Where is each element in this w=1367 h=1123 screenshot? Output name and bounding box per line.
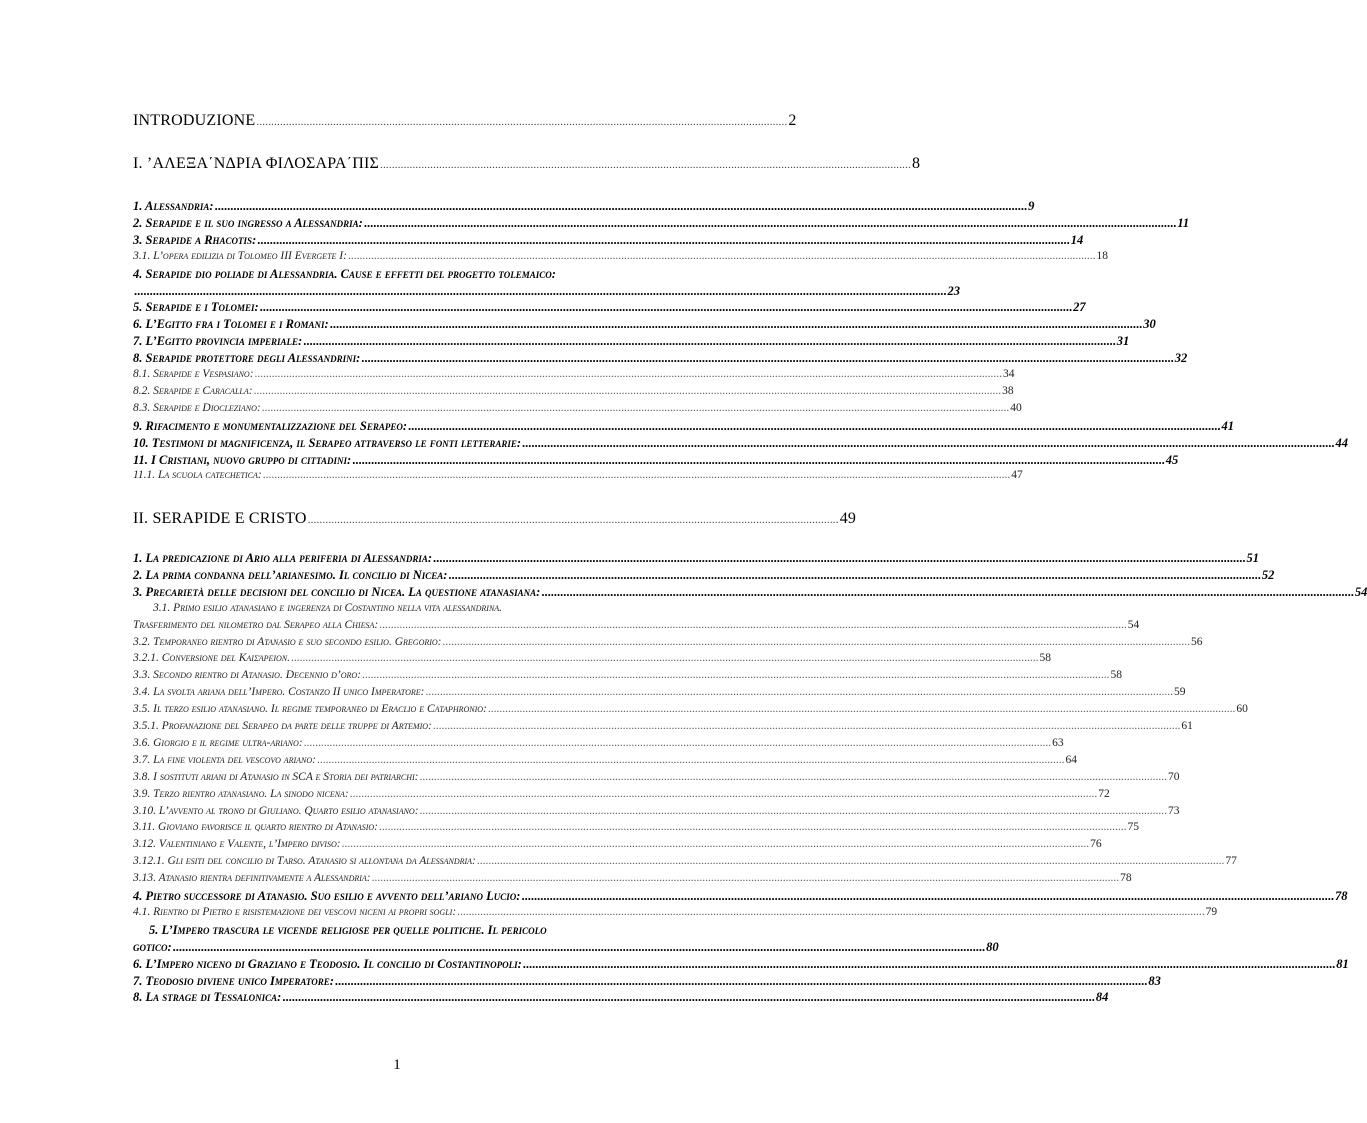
dot-leader: ....................................................................................................................................................................................................................................................................: [329, 317, 1143, 332]
toc-entry[interactable]: [133, 956, 1349, 972]
toc-entry-label: 8. La strage di Tessalonica:: [133, 990, 282, 1005]
toc-entry-page: 76: [1090, 838, 1102, 851]
toc-entry-page: 80: [986, 939, 999, 954]
toc-entry-label: 3.10. L’avvento al trono di Giuliano. Quarto esilio atanasiano:: [133, 804, 419, 817]
toc-entry-page: 40: [1010, 401, 1022, 414]
dot-leader: ....................................................................................................................................................................................: [307, 514, 839, 526]
toc-entry-label: 2. La prima condanna dell’arianesimo. Il concilio di Nicea:: [133, 567, 448, 582]
toc-entry-label: 8. Serapide protettore degli Alessandrini:: [133, 351, 361, 366]
dot-leader: ....................................................................................................................................................................................................................................................................: [379, 618, 1127, 631]
toc-entry-page: 64: [1065, 753, 1077, 766]
toc-entry-label: 9. Rifacimento e monumentalizzazione del Serapeo:: [133, 418, 408, 433]
toc-entry-label: 8.2. Serapide e Caracalla:: [133, 384, 253, 397]
dot-leader: ....................................................................................................................................................................................................................................................................: [352, 452, 1165, 467]
toc-entry-label: 3.6. Giorgio e il regime ultra-ariano:: [133, 736, 303, 749]
toc-entry-page: 58: [1110, 669, 1122, 682]
toc-entry-label: 3.7. La fine violenta del vescovo ariano:: [133, 753, 316, 766]
toc-entry-page: 78: [1334, 889, 1348, 903]
toc-entry-label: 3.13. Atanasio rientra definitivamente a Alessandria:: [133, 872, 371, 885]
toc-entry-label: 3.2. Temporaneo rientro di Atanasio e suo secondo esilio. Gregorio:: [133, 635, 442, 648]
dot-leader: ....................................................................................................................................................................................................................................................................: [371, 872, 1120, 885]
toc-entry-page: 59: [1173, 686, 1186, 699]
toc-entry-label: 11. I Cristiani, nuovo gruppo di cittadini:: [133, 452, 352, 467]
toc-entry-page: 75: [1127, 821, 1140, 834]
toc-entry-page: 44: [1335, 435, 1349, 450]
dot-leader: ....................................................................................................................................................................................................................................................................: [254, 368, 1003, 380]
toc-entry-page: 84: [1095, 990, 1109, 1005]
dot-leader: ....................................................................................................................................................................................................................................................................: [262, 469, 1011, 482]
toc-entry[interactable]: [133, 635, 1203, 648]
toc-entry-label: Trasferimento del nilometro dal Serapeo alla Chiesa:: [133, 618, 379, 631]
toc-entry-label: 2. Serapide e il suo ingresso a Alessandria:: [133, 215, 363, 230]
dot-leader: ....................................................................................................................................................................................................................................................................: [419, 804, 1168, 817]
toc-entry[interactable]: [133, 384, 1014, 397]
toc-entry-label: 10. Testimoni di magnificenza, il Serapeo attraverso le fonti letterarie:: [133, 435, 522, 450]
toc-entry-page: 77: [1225, 855, 1237, 868]
toc-entry-label: 7. L’Egitto provincia imperiale:: [133, 334, 303, 349]
toc-entry-page: 58: [1039, 652, 1052, 665]
toc-entry-label: 3.8. I sostituti ariani di Atanasio in SCA e Storia dei patriarchi:: [133, 770, 419, 783]
toc-entry-page: 18: [1096, 249, 1108, 262]
toc-entry-label: 3.5.1. Profanazione del Serapeo da parte delle truppe di Artemio:: [133, 720, 432, 732]
toc-entry[interactable]: [133, 720, 1193, 732]
toc-entry-label: 6. L’Impero niceno di Graziano e Teodosio. Il concilio di Costantinopoli:: [133, 956, 522, 971]
dot-leader: ....................................................................................................................................................................................................................................................................: [261, 401, 1010, 414]
toc-entry[interactable]: [133, 652, 1052, 665]
dot-leader: ....................................................................................................................................................................................................................................................................: [361, 351, 1174, 366]
toc-entry-page: 45: [1165, 452, 1179, 467]
toc-entry-label: 3.4. La svolta ariana dell’Impero. Costanzo II unico Imperatore:: [133, 686, 425, 699]
toc-entry-page: 60: [1236, 703, 1248, 716]
toc-entry-page: 51: [1246, 551, 1259, 565]
dot-leader: ....................................................................................................................................................................................................................................................................: [259, 300, 1073, 315]
toc-entry-label-line: 3.1. Primo esilio atanasiano e ingerenza di Costantino nella vita alessandrina.: [153, 601, 503, 614]
toc-entry-page: 81: [1336, 956, 1349, 971]
toc-entry-page: 79: [1205, 905, 1218, 918]
dot-leader: ....................................................................................................................................................................................................................................................................: [442, 635, 1190, 648]
toc-entry-page: 41: [1221, 418, 1235, 433]
dot-leader: ....................................................................................................................................................................................: [380, 159, 912, 171]
toc-page: [133, 0, 1367, 1123]
toc-entry-page: 34: [1003, 368, 1015, 380]
toc-entry-page: 11: [1177, 215, 1190, 230]
toc-entry-page: 52: [1261, 567, 1275, 582]
dot-leader: ....................................................................................................................................................................................................................................................................: [347, 249, 1096, 262]
toc-chapter-1[interactable]: [133, 155, 921, 173]
toc-entry[interactable]: [133, 753, 1077, 766]
toc-entry[interactable]: [133, 855, 1237, 868]
dot-leader: ....................................................................................................................................................................................................................................................................: [134, 283, 947, 298]
toc-entry-label: 1. Alessandria:: [133, 199, 214, 213]
toc-entry-label: II. SERAPIDE E CRISTO: [133, 510, 307, 527]
toc-entry[interactable]: [133, 283, 960, 299]
toc-entry-label: 3.9. Terzo rientro atanasiano. La sinodo nicena:: [133, 787, 349, 800]
toc-entry-page: 54: [1127, 618, 1140, 631]
toc-entry-page: 73: [1168, 804, 1180, 817]
toc-entry-page: 38: [1002, 384, 1014, 397]
toc-entry-page: 14: [1070, 232, 1084, 247]
toc-entry[interactable]: [133, 368, 1015, 380]
toc-entry-label-line: 5. L’Impero trascura le vicende religiose per quelle politiche. Il pericolo: [149, 922, 547, 937]
dot-leader: ....................................................................................................................................................................................................................................................................: [257, 232, 1070, 247]
toc-entry[interactable]: [133, 351, 1188, 366]
toc-entry-label: 3.12.1. Gli esiti del concilio di Tarso. Atanasio si allontana da Alessandria:: [133, 855, 476, 868]
toc-entry-label: 6. L’Egitto fra i Tolomei e i Romani:: [133, 317, 329, 332]
toc-entry-page: 2: [788, 112, 797, 129]
toc-entry[interactable]: [133, 686, 1186, 699]
toc-entry-label: 4.1. Rientro di Pietro e risistemazione dei vescovi niceni ai propri sogli:: [133, 905, 457, 918]
dot-leader: ....................................................................................................................................................................................: [256, 116, 788, 128]
toc-entry-page: 9: [1028, 199, 1035, 213]
toc-entry-page: 8: [912, 155, 921, 172]
toc-entry[interactable]: [133, 770, 1180, 783]
dot-leader: ....................................................................................................................................................................................................................................................................: [214, 199, 1028, 213]
dot-leader: ....................................................................................................................................................................................................................................................................: [425, 686, 1173, 699]
toc-entry[interactable]: [133, 787, 1110, 800]
page-number: 1: [393, 1057, 401, 1073]
toc-entry-label: 1. La predicazione di Ario alla periferia di Alessandria:: [133, 551, 432, 565]
toc-entry-page: 32: [1174, 351, 1188, 366]
toc-entry-label: INTRODUZIONE: [133, 112, 256, 129]
dot-leader: ....................................................................................................................................................................................................................................................................: [522, 956, 1336, 971]
dot-leader: ....................................................................................................................................................................................................................................................................: [172, 939, 986, 954]
toc-entry[interactable]: [133, 551, 1259, 566]
toc-entry[interactable]: [133, 435, 1349, 451]
toc-entry[interactable]: [133, 618, 1140, 631]
toc-entry[interactable]: [133, 469, 1023, 482]
dot-leader: ....................................................................................................................................................................................................................................................................: [253, 384, 1002, 397]
toc-entry-label: 3. Precarietà delle decisioni del concilio di Nicea. La questione atanasiana:: [133, 584, 541, 599]
toc-entry-label: 3.1. L’opera edilizia di Tolomeo III Evergete I:: [133, 249, 347, 262]
toc-entry-page: 23: [947, 283, 960, 298]
dot-leader: ....................................................................................................................................................................................................................................................................: [541, 584, 1354, 599]
toc-entry[interactable]: [133, 567, 1275, 583]
toc-entry[interactable]: [133, 418, 1235, 434]
toc-entry-label: 3. Serapide a Rhacotis:: [133, 232, 257, 247]
dot-leader: ....................................................................................................................................................................................................................................................................: [433, 551, 1246, 565]
toc-entry[interactable]: [133, 804, 1180, 817]
dot-leader: ....................................................................................................................................................................................................................................................................: [363, 215, 1177, 230]
toc-entry[interactable]: [133, 317, 1156, 332]
toc-entry[interactable]: [133, 584, 1367, 600]
toc-entry-label-line: 4. Serapide dio poliade di Alessandria. Cause e effetti del progetto tolemaico:: [133, 266, 556, 281]
toc-entry-page: 31: [1116, 334, 1130, 349]
dot-leader: ....................................................................................................................................................................................................................................................................: [303, 736, 1052, 749]
dot-leader: ....................................................................................................................................................................................................................................................................: [522, 435, 1335, 450]
toc-entry[interactable]: [133, 199, 1035, 214]
toc-entry[interactable]: [133, 889, 1348, 904]
toc-entry-label: 4. Pietro successore di Atanasio. Suo esilio e avvento dell’ariano Lucio:: [133, 889, 521, 903]
toc-entry[interactable]: [133, 300, 1086, 315]
toc-entry[interactable]: [133, 669, 1122, 682]
toc-entry-label: 3.12. Valentiniano e Valente, l’Impero diviso:: [133, 838, 341, 851]
dot-leader: ....................................................................................................................................................................................................................................................................: [303, 334, 1116, 349]
toc-entry[interactable]: [133, 973, 1161, 989]
toc-entry-page: 83: [1148, 973, 1161, 988]
toc-entry-page: 56: [1191, 635, 1203, 648]
toc-entry[interactable]: [133, 703, 1248, 716]
toc-entry[interactable]: [133, 334, 1130, 349]
toc-entry-label: 8.1. Serapide e Vespasiano:: [133, 368, 254, 380]
toc-entry-label: 8.3. Serapide e Diocleziano:: [133, 401, 261, 414]
toc-entry[interactable]: [133, 872, 1132, 885]
toc-entry-page: 70: [1167, 770, 1180, 783]
toc-entry[interactable]: [133, 232, 1084, 248]
toc-entry-label: 3.5. Il terzo esilio atanasiano. Il regime temporaneo di Eraclio e Cataphronio:: [133, 703, 487, 716]
toc-entry-label: gotico:: [133, 939, 172, 954]
toc-entry-label: 3.3. Secondo rientro di Atanasio. Decennio d’oro:: [133, 669, 361, 682]
dot-leader: ....................................................................................................................................................................................................................................................................: [349, 787, 1098, 800]
dot-leader: ....................................................................................................................................................................................................................................................................: [282, 990, 1095, 1005]
toc-entry[interactable]: [133, 821, 1140, 834]
toc-entry[interactable]: [133, 905, 1218, 918]
dot-leader: ....................................................................................................................................................................................................................................................................: [379, 821, 1127, 834]
dot-leader: ....................................................................................................................................................................................................................................................................: [334, 973, 1148, 988]
dot-leader: ....................................................................................................................................................................................................................................................................: [291, 652, 1039, 665]
toc-entry-page: 47: [1011, 469, 1023, 482]
dot-leader: ....................................................................................................................................................................................................................................................................: [341, 838, 1090, 851]
dot-leader: ....................................................................................................................................................................................................................................................................: [457, 905, 1205, 918]
toc-entry-label: 5. Serapide e i Tolomei:: [133, 300, 259, 315]
dot-leader: ....................................................................................................................................................................................................................................................................: [317, 753, 1065, 766]
toc-chapter-2[interactable]: [133, 510, 857, 528]
dot-leader: ....................................................................................................................................................................................................................................................................: [419, 770, 1167, 783]
toc-entry[interactable]: [133, 736, 1064, 749]
toc-entry[interactable]: [133, 249, 1108, 262]
toc-entry[interactable]: [133, 939, 999, 955]
toc-entry-page: 61: [1181, 720, 1193, 732]
dot-leader: ....................................................................................................................................................................................................................................................................: [476, 855, 1225, 868]
toc-entry-page: 30: [1143, 317, 1156, 332]
toc-entry-label: 7. Teodosio diviene unico Imperatore:: [133, 973, 334, 988]
toc-entry-label: I. ’ΑΛΕΞΑ΄ΝΔΡΙΑ ΦΙΛΟΣΑΡΑ΄ΠΙΣ: [133, 155, 380, 172]
dot-leader: ....................................................................................................................................................................................................................................................................: [487, 703, 1236, 716]
dot-leader: ....................................................................................................................................................................................................................................................................: [432, 720, 1181, 732]
toc-entry[interactable]: [133, 990, 1109, 1005]
toc-entry-label: 3.2.1. Conversione del Καισάρειον.: [133, 652, 291, 665]
dot-leader: ....................................................................................................................................................................................................................................................................: [521, 889, 1334, 903]
toc-entry[interactable]: [133, 452, 1179, 468]
toc-entry-page: 72: [1098, 787, 1110, 800]
toc-entry[interactable]: [133, 838, 1102, 851]
dot-leader: ....................................................................................................................................................................................................................................................................: [448, 567, 1261, 582]
toc-entry-page: 63: [1052, 736, 1064, 749]
toc-entry-label: 11.1. La scuola catechetica:: [133, 469, 262, 482]
toc-entry[interactable]: [133, 215, 1190, 231]
toc-entry-label: 3.11. Gioviano favorisce il quarto rientro di Atanasio:: [133, 821, 379, 834]
toc-intro[interactable]: [133, 112, 797, 130]
toc-entry-page: 27: [1073, 300, 1086, 315]
toc-entry-page: 49: [839, 510, 857, 527]
dot-leader: ....................................................................................................................................................................................................................................................................: [408, 418, 1221, 433]
dot-leader: ....................................................................................................................................................................................................................................................................: [361, 669, 1110, 682]
toc-entry-page: 78: [1120, 872, 1132, 885]
toc-entry-page: 54: [1354, 584, 1367, 599]
toc-entry[interactable]: [133, 401, 1022, 414]
